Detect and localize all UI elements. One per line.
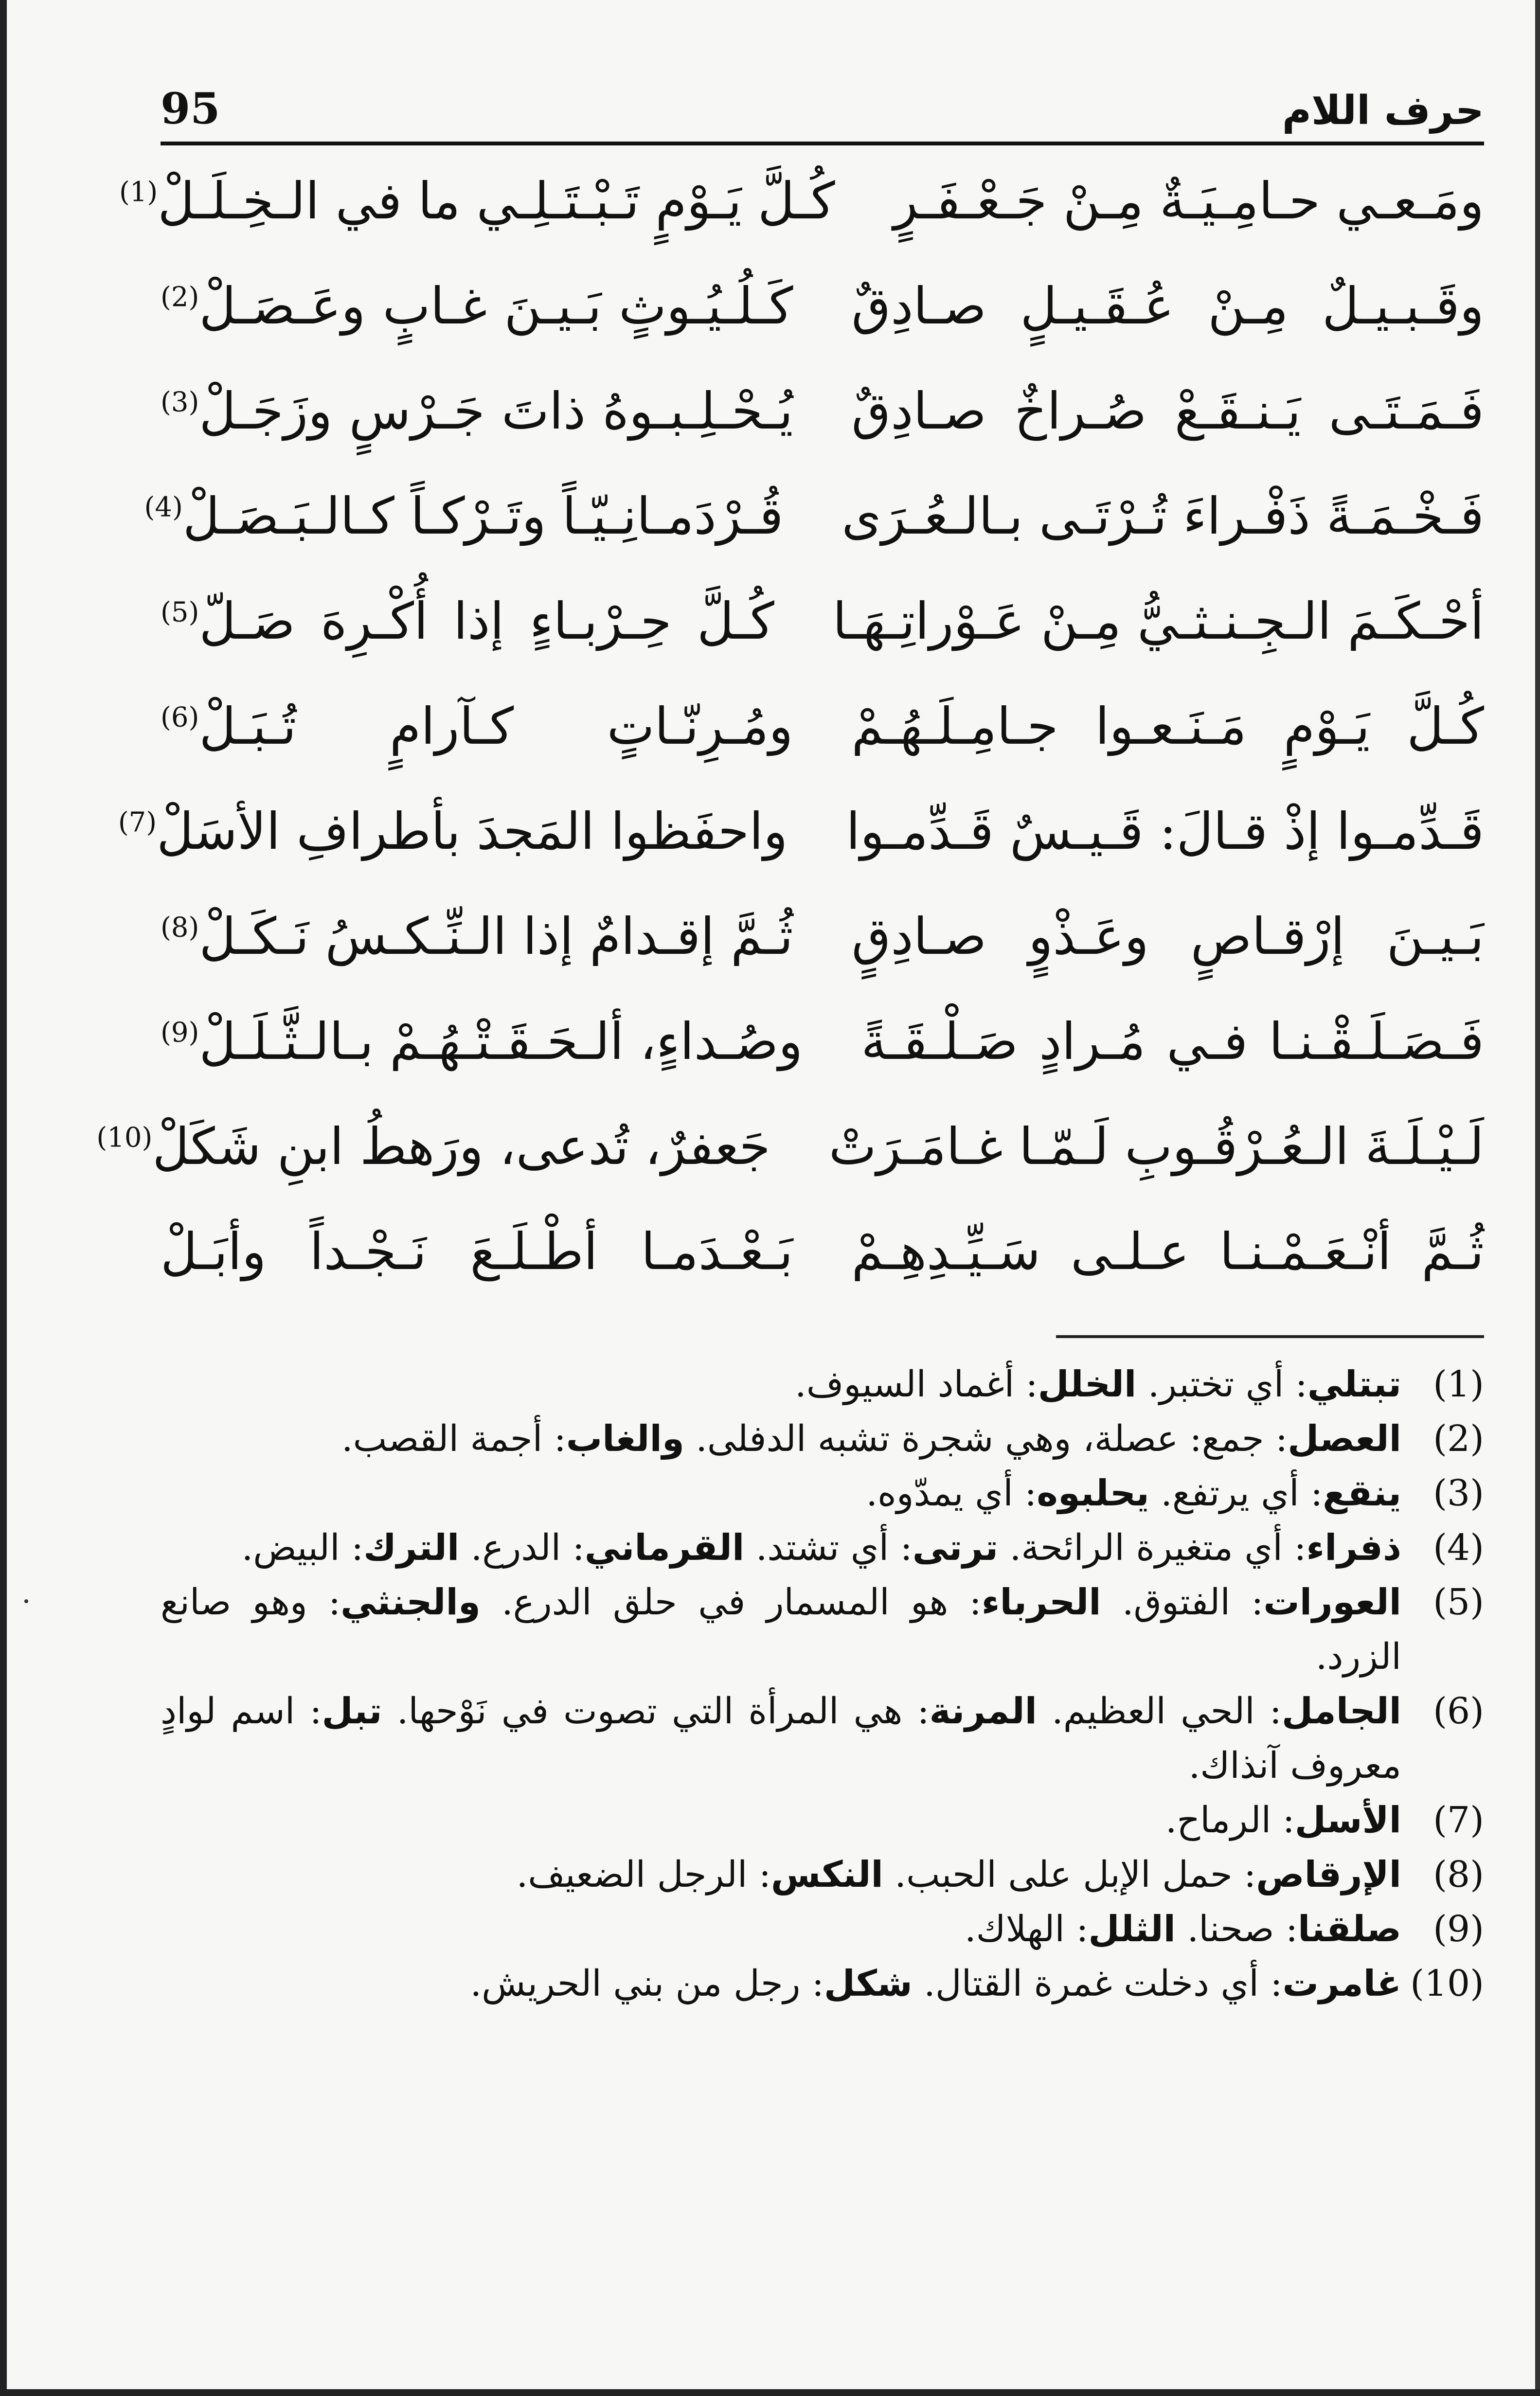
margin-mark: [24, 1599, 28, 1603]
hemistich-text: كُـلَّ حِـرْبـاءٍ إذا أُكْـرِهَ صَـلّ: [199, 591, 774, 651]
footnote-term: والجنثي: [340, 1581, 481, 1623]
footnote-term: الجامل: [1281, 1690, 1402, 1732]
footnote-number: (1): [1433, 1363, 1484, 1405]
footnote-gloss: : الدرع.: [459, 1527, 585, 1569]
footnote-term: ترتى: [912, 1527, 999, 1569]
footnote-gloss: : أي تشتد.: [744, 1527, 913, 1569]
footnote-gloss: : وهو صانع الزرد.: [161, 1581, 1401, 1678]
footnote-text: [161, 1412, 1401, 1466]
footnote-reference[interactable]: (5): [161, 596, 199, 628]
footnote-text: [161, 1793, 1401, 1847]
verse-first-hemistich: [804, 591, 1484, 652]
footnote-reference[interactable]: (9): [161, 1016, 199, 1048]
hemistich-text: بَـعْـدَمـا أطْـلَـعَ نَـجْـداً وأبَـلْ: [161, 1221, 793, 1281]
verse-first-hemistich: [832, 1011, 1484, 1072]
footnote-text: [161, 1520, 1401, 1575]
footnote-term: النكس: [770, 1854, 883, 1895]
footnote-gloss: : الهلاك.: [965, 1908, 1089, 1950]
footnote-term: الإرقاص: [1256, 1854, 1401, 1895]
footnote-item: [161, 1466, 1484, 1520]
footnote-number: (7): [1433, 1799, 1484, 1841]
footnote-term: العورات: [1263, 1581, 1402, 1623]
footnotes: [161, 1357, 1484, 2011]
footnote-item: [161, 1412, 1484, 1466]
footnote-term: الثلل: [1088, 1908, 1176, 1950]
hemistich-text: فَـصَـلَـقْـنـا فـي مُـرادٍ صَـلْـقَـةً: [861, 1011, 1484, 1071]
footnote-gloss: : رجل من بني الحريش.: [470, 1963, 824, 2004]
footnote-gloss: : الرماح.: [1165, 1799, 1295, 1841]
verse-line: [161, 989, 1484, 1094]
footnote-number: (9): [1433, 1908, 1484, 1950]
verse-line: [161, 674, 1484, 779]
verse-second-hemistich: [96, 1116, 799, 1177]
footnote-text: [161, 1466, 1401, 1520]
footnote-term: الحرباء: [981, 1581, 1101, 1623]
footnote-number: (5): [1433, 1581, 1484, 1623]
footnote-separator: [1056, 1335, 1484, 1338]
verse-first-hemistich: [823, 276, 1485, 337]
verse-first-hemistich: [823, 906, 1484, 967]
footnote-reference[interactable]: (3): [161, 386, 199, 418]
footnote-term: ذفراء: [1306, 1527, 1401, 1569]
verse-second-hemistich: [161, 591, 804, 652]
footnote-gloss: : هي المرأة التي تصوت في نَوْحها.: [382, 1690, 930, 1732]
page-edge-left: [0, 0, 7, 2396]
footnote-item: [161, 1520, 1484, 1575]
footnote-gloss: : أي متغيرة الرائحة.: [998, 1527, 1307, 1569]
verse-line: [161, 253, 1484, 358]
footnote-item: [161, 1684, 1484, 1793]
footnote-item: [161, 1956, 1484, 2011]
footnote-number: (10): [1410, 1963, 1484, 2004]
footnote-number: (2): [1433, 1418, 1484, 1460]
hemistich-text: كَـلُـيُـوثٍ بَـيـنَ غـابٍ وعَـصَـلْ: [199, 276, 793, 336]
footnote-gloss: : هو المسمار في حلق الدرع.: [480, 1581, 982, 1623]
footnote-gloss: : صحنا.: [1176, 1908, 1298, 1950]
page-edge-right: [1535, 0, 1540, 2396]
footnote-reference[interactable]: (10): [96, 1121, 153, 1153]
footnote-reference[interactable]: (4): [144, 491, 183, 523]
page-number: 95: [161, 83, 220, 134]
hemistich-text: كُـلَّ يَـوْمٍ مَـنَـعـوا جـامِـلَـهُـمْ: [851, 696, 1484, 756]
hemistich-text: واحفَظوا المَجدَ بأطرافِ الأسَلْ: [157, 801, 788, 861]
verse-line: [161, 1199, 1484, 1304]
verse-line: [161, 569, 1484, 674]
verse-second-hemistich: [144, 486, 813, 547]
footnote-gloss: : أجمة القصب.: [341, 1418, 566, 1460]
verse-line: [144, 464, 1484, 569]
verse-second-hemistich: [161, 1221, 823, 1282]
footnote-term: الأسل: [1294, 1799, 1401, 1841]
footnote-term: تبتلي: [1307, 1363, 1401, 1405]
verse-first-hemistich: [823, 1221, 1485, 1282]
footnote-term: والغاب: [566, 1418, 684, 1460]
footnote-item: [161, 1902, 1484, 1956]
footnote-term: غامرت: [1282, 1963, 1401, 2004]
footnote-text: [161, 1575, 1401, 1684]
hemistich-text: جَعفرٌ، تُدعى، ورَهطُ ابنِ شَكَلْ: [152, 1116, 770, 1176]
footnote-gloss: : أي يمدّوه.: [866, 1472, 1037, 1514]
hemistich-text: يُـحْـلِـبـوهُ ذاتَ جَـرْسٍ وزَجَـلْ: [199, 381, 793, 441]
hemistich-text: قَـدِّمـوا إذْ قـالَ: قَـيـسٌ قَـدِّمـوا: [846, 801, 1484, 861]
verse-first-hemistich: [800, 1116, 1484, 1177]
footnote-term: العصل: [1288, 1418, 1401, 1460]
running-title: حرف اللام: [1282, 88, 1484, 134]
footnote-item: [161, 1357, 1484, 1412]
hemistich-text: أحْـكَـمَ الـجِـنـثـيُّ مِـنْ عَـوْراتِـهَـا: [832, 591, 1484, 651]
footnote-reference[interactable]: (8): [161, 911, 199, 943]
footnote-term: القرماني: [584, 1527, 745, 1569]
verse-first-hemistich: [817, 801, 1484, 862]
verse-line: [96, 1094, 1484, 1199]
footnote-term: صلقنا: [1298, 1908, 1401, 1950]
footnote-reference[interactable]: (1): [119, 176, 158, 208]
hemistich-text: وصُـداءٍ، ألـحَـقَـتْـهُـمْ بـالـثَّـلَـلْ: [199, 1011, 803, 1071]
footnote-reference[interactable]: (2): [161, 281, 199, 313]
footnote-text: [161, 1956, 1401, 2011]
footnote-gloss: : الحي العظيم.: [1037, 1690, 1282, 1732]
footnote-reference[interactable]: (6): [161, 701, 199, 733]
footnote-gloss: : حمل الإبل على الحبب.: [883, 1854, 1256, 1895]
page-header: [161, 46, 1484, 145]
footnote-text: [161, 1357, 1401, 1412]
footnote-term: يحلبوه: [1037, 1472, 1149, 1514]
footnote-term: المرنة: [929, 1690, 1038, 1732]
footnote-text: [161, 1847, 1401, 1902]
poem-body: [96, 148, 1484, 1304]
verse-second-hemistich: [118, 801, 817, 862]
verse-second-hemistich: [161, 381, 823, 442]
verse-second-hemistich: [161, 906, 823, 967]
footnote-gloss: : أي دخلت غمرة القتال.: [912, 1963, 1283, 2004]
verse-line: [161, 358, 1484, 464]
footnote-number: (6): [1433, 1690, 1484, 1732]
verse-line: [161, 884, 1484, 989]
verse-line: [119, 148, 1484, 253]
page-edge-bottom: [0, 2389, 1540, 2396]
verse-second-hemistich: [161, 1011, 832, 1072]
footnote-reference[interactable]: (7): [118, 806, 157, 838]
hemistich-text: ومَـعـي حـامِـيَـةٌ مِـنْ جَـعْـفَـرٍ: [893, 171, 1484, 231]
footnote-item: [161, 1847, 1484, 1902]
footnote-text: [161, 1902, 1401, 1956]
hemistich-text: ومُـرِنّـاتٍ كـآرامٍ تُـبَـلْ: [199, 696, 793, 756]
hemistich-text: وقَـبـيـلٌ مِـنْ عُـقَـيـلٍ صـادِقٌ: [851, 276, 1484, 336]
verse-first-hemistich: [823, 381, 1485, 442]
verse-second-hemistich: [161, 696, 823, 757]
hemistich-text: كُـلَّ يَـوْمٍ تَـبْـتَـلِـي ما في الـخِـلَـلْ: [158, 171, 835, 231]
footnote-term: الترك: [363, 1527, 460, 1569]
hemistich-text: ثُـمَّ إقـدامٌ إذا الـنِّـكـسُ نَـكَـلْ: [199, 906, 793, 966]
verse-second-hemistich: [119, 171, 864, 232]
footnote-item: [161, 1575, 1484, 1684]
footnote-gloss: : أي تختبر.: [1136, 1363, 1307, 1405]
footnote-term: الخلل: [1038, 1363, 1137, 1405]
hemistich-text: قُـرْدَمـانِـيّـاً وتَـرْكـاً كـالـبَـصَـلْ: [182, 486, 784, 546]
footnote-term: تبل: [322, 1690, 382, 1732]
hemistich-text: لَـيْـلَـةَ الـعُـرْقُـوبِ لَـمّـا غـامَـرَتْ: [828, 1116, 1484, 1176]
verse-second-hemistich: [161, 276, 823, 337]
footnote-text: [161, 1684, 1401, 1793]
footnote-term: ينقع: [1323, 1472, 1401, 1514]
footnote-gloss: : الرجل الضعيف.: [516, 1854, 771, 1895]
verse-first-hemistich: [823, 696, 1485, 757]
footnote-number: (4): [1433, 1527, 1484, 1569]
footnote-gloss: : البيض.: [241, 1527, 364, 1569]
hemistich-text: فَـمَـتَـى يَـنـقَـعْ صُـراخٌ صـادِقٌ: [851, 381, 1484, 441]
footnote-gloss: : جمع: عصلة، وهي شجرة تشبه الدفلى.: [684, 1418, 1288, 1460]
footnote-gloss: : أغماد السيوف.: [795, 1363, 1038, 1405]
footnote-item: [161, 1793, 1484, 1847]
hemistich-text: بَـيـنَ إرْقـاصٍ وعَـذْوٍ صـادِقٍ: [851, 906, 1484, 966]
verse-line: [118, 779, 1484, 884]
footnote-gloss: : الفتوق.: [1101, 1581, 1264, 1623]
footnote-gloss: : اسم لوادٍ معروف آنذاك.: [161, 1690, 1401, 1787]
verse-first-hemistich: [812, 486, 1484, 547]
footnote-gloss: : أي يرتفع.: [1149, 1472, 1323, 1514]
footnote-number: (8): [1433, 1854, 1484, 1895]
footnote-term: شكل: [824, 1963, 913, 2004]
footnote-number: (3): [1433, 1472, 1484, 1514]
hemistich-text: فَـخْـمَـةً ذَفْـراءَ تُـرْتَـى بـالـعُـرَى: [842, 486, 1484, 546]
hemistich-text: ثُـمَّ أنْـعَـمْـنـا عـلـى سَـيِّـدِهِـمْ: [851, 1221, 1484, 1281]
verse-first-hemistich: [864, 171, 1484, 232]
